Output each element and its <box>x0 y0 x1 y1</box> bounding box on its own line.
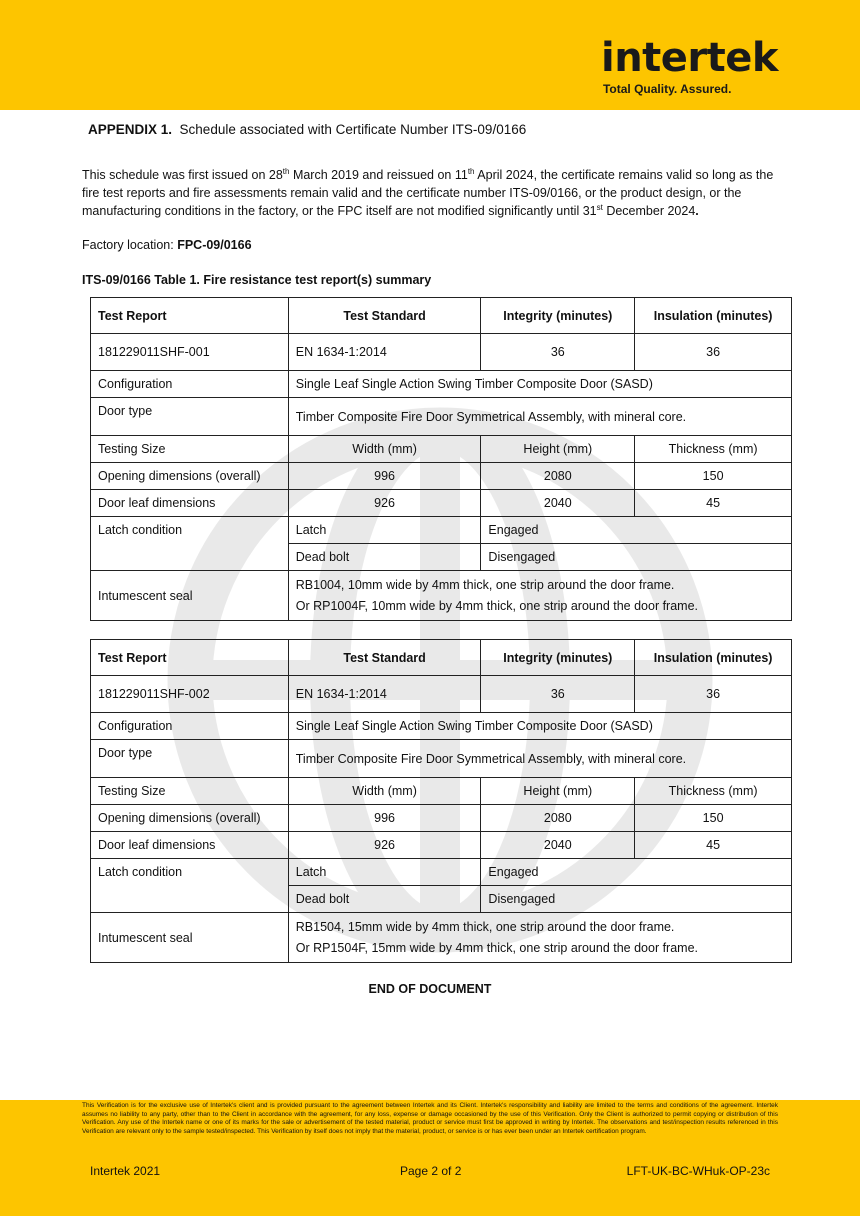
appendix-label: APPENDIX 1. <box>88 122 173 137</box>
leaf-label: Door leaf dimensions <box>91 832 289 859</box>
header-test-standard: Test Standard <box>288 298 481 334</box>
table-row <box>91 740 792 778</box>
table-row <box>91 517 792 544</box>
dead-bolt-state: Disengaged <box>481 886 792 913</box>
report-table-2 <box>90 639 792 963</box>
table-title: ITS-09/0166 Table 1. Fire resistance test report(s) summary <box>82 273 432 287</box>
configuration-label: Configuration <box>91 713 289 740</box>
testing-size-label: Testing Size <box>91 778 289 805</box>
intumescent-value <box>288 571 791 621</box>
intro-sup-3: st <box>596 202 603 212</box>
header-insulation: Insulation (minutes) <box>635 298 792 334</box>
intro-text-2: March 2019 and reissued on 11 <box>289 168 468 182</box>
dead-bolt-label: Dead bolt <box>288 886 481 913</box>
factory-label: Factory location: <box>82 238 178 252</box>
leaf-height: 2040 <box>481 490 635 517</box>
intumescent-label: Intumescent seal <box>91 571 289 621</box>
intro-text-3: April 2024, the certificate remains valid so long as the fire test reports and fire assessments remain valid and the certificate number ITS-09/0166, or the product design, or the manufacturing conditions in the factory, or the FPC itself are not modified significantly until 31 <box>82 168 774 218</box>
latch-condition-label: Latch condition <box>91 517 289 571</box>
footer-copyright: Intertek 2021 <box>90 1164 161 1178</box>
door-type-label: Door type <box>91 740 289 778</box>
table-row <box>91 398 792 436</box>
intro-paragraph <box>82 166 782 220</box>
table-row <box>91 832 792 859</box>
thickness-label: Thickness (mm) <box>635 436 792 463</box>
header-integrity: Integrity (minutes) <box>481 640 635 676</box>
latch-condition-label: Latch condition <box>91 859 289 913</box>
dead-bolt-label: Dead bolt <box>288 544 481 571</box>
end-of-document: END OF DOCUMENT <box>368 982 492 996</box>
width-label: Width (mm) <box>288 778 481 805</box>
door-type-label: Door type <box>91 398 289 436</box>
logo-wordmark: intertek <box>600 35 778 81</box>
insulation-value: 36 <box>635 334 792 371</box>
table-row <box>91 463 792 490</box>
header-insulation: Insulation (minutes) <box>635 640 792 676</box>
table-row <box>91 859 792 886</box>
intro-text-1: This schedule was first issued on 28 <box>82 168 283 182</box>
door-type-value: Timber Composite Fire Door Symmetrical Assembly, with mineral core. <box>288 398 791 436</box>
logo-tagline: Total Quality. Assured. <box>602 82 732 96</box>
opening-width: 996 <box>288 463 481 490</box>
table-row <box>91 640 792 676</box>
footer-disclaimer: This Verification is for the exclusive use of Intertek's client and is provided pursuant to the agreement between Intertek and its Client. Intertek's responsibility and liability are limited to the terms and conditions of the agreement. Intertek assumes no liability to any party, other than to the Client in accordance with the agreement, for any loss, expense or damage occasioned by the use of this Verification. Only the Client is authorized to permit copying or distribution of this Verification. Any use of the Intertek name or one of its marks for the sale or advertisement of the tested material, product or service must first be approved in writing by Intertek. The observations and test/inspection results referenced in this Verification are relevant only to the sample tested/inspected. This Verification by itself does not imply that the material, product, or service is or has ever been under an Intertek certification program. <box>82 1102 778 1135</box>
door-type-value: Timber Composite Fire Door Symmetrical Assembly, with mineral core. <box>288 740 791 778</box>
intro-sup-1: th <box>282 166 290 176</box>
height-label: Height (mm) <box>481 436 635 463</box>
header-test-report: Test Report <box>91 298 289 334</box>
intro-text-4: December 2024 <box>602 204 696 218</box>
opening-label: Opening dimensions (overall) <box>91 463 289 490</box>
testing-size-label: Testing Size <box>91 436 289 463</box>
table-row <box>91 913 792 963</box>
latch-label: Latch <box>288 517 481 544</box>
test-standard: EN 1634-1:2014 <box>288 676 481 713</box>
opening-height: 2080 <box>481 463 635 490</box>
leaf-width: 926 <box>288 490 481 517</box>
table-row <box>91 713 792 740</box>
factory-value: FPC-09/0166 <box>177 238 252 252</box>
table-row <box>91 571 792 621</box>
report-number: 181229011SHF-002 <box>91 676 289 713</box>
table-row <box>91 676 792 713</box>
leaf-thickness: 45 <box>635 490 792 517</box>
integrity-value: 36 <box>481 676 635 713</box>
footer-form-code: LFT-UK-BC-WHuk-OP-23c <box>626 1164 770 1178</box>
opening-width: 996 <box>288 805 481 832</box>
opening-label: Opening dimensions (overall) <box>91 805 289 832</box>
leaf-label: Door leaf dimensions <box>91 490 289 517</box>
intumescent-value <box>288 913 791 963</box>
latch-state: Engaged <box>481 859 792 886</box>
leaf-thickness: 45 <box>635 832 792 859</box>
report-table-1 <box>90 297 792 621</box>
table-row <box>91 490 792 517</box>
width-label: Width (mm) <box>288 436 481 463</box>
dead-bolt-state: Disengaged <box>481 544 792 571</box>
configuration-value: Single Leaf Single Action Swing Timber Composite Door (SASD) <box>288 713 791 740</box>
seal-line-2: Or RP1504F, 15mm wide by 4mm thick, one strip around the door frame. <box>295 940 699 955</box>
seal-line-2: Or RP1004F, 10mm wide by 4mm thick, one strip around the door frame. <box>295 598 699 613</box>
header-integrity: Integrity (minutes) <box>481 298 635 334</box>
test-standard: EN 1634-1:2014 <box>288 334 481 371</box>
latch-state: Engaged <box>481 517 792 544</box>
header-test-report: Test Report <box>91 640 289 676</box>
intro-sup-2: th <box>467 166 475 176</box>
leaf-height: 2040 <box>481 832 635 859</box>
configuration-label: Configuration <box>91 371 289 398</box>
latch-label: Latch <box>288 859 481 886</box>
page-header <box>0 0 860 110</box>
page-footer <box>0 1100 860 1216</box>
table-row <box>91 778 792 805</box>
table-row <box>91 334 792 371</box>
opening-thickness: 150 <box>635 805 792 832</box>
appendix-heading <box>88 122 526 137</box>
table-row <box>91 436 792 463</box>
opening-thickness: 150 <box>635 463 792 490</box>
table-row <box>91 371 792 398</box>
integrity-value: 36 <box>481 334 635 371</box>
table-row <box>91 805 792 832</box>
configuration-value: Single Leaf Single Action Swing Timber Composite Door (SASD) <box>288 371 791 398</box>
leaf-width: 926 <box>288 832 481 859</box>
report-number: 181229011SHF-001 <box>91 334 289 371</box>
footer-page-number: Page 2 of 2 <box>400 1164 462 1178</box>
table-row <box>91 298 792 334</box>
intro-text-5: . <box>695 204 699 218</box>
thickness-label: Thickness (mm) <box>635 778 792 805</box>
intertek-logo <box>600 35 778 96</box>
header-test-standard: Test Standard <box>288 640 481 676</box>
opening-height: 2080 <box>481 805 635 832</box>
intumescent-label: Intumescent seal <box>91 913 289 963</box>
seal-line-1: RB1504, 15mm wide by 4mm thick, one strip around the door frame. <box>295 919 675 934</box>
appendix-title: Schedule associated with Certificate Number ITS-09/0166 <box>179 122 527 137</box>
seal-line-1: RB1004, 10mm wide by 4mm thick, one strip around the door frame. <box>295 577 675 592</box>
factory-location <box>82 238 252 252</box>
insulation-value: 36 <box>635 676 792 713</box>
height-label: Height (mm) <box>481 778 635 805</box>
